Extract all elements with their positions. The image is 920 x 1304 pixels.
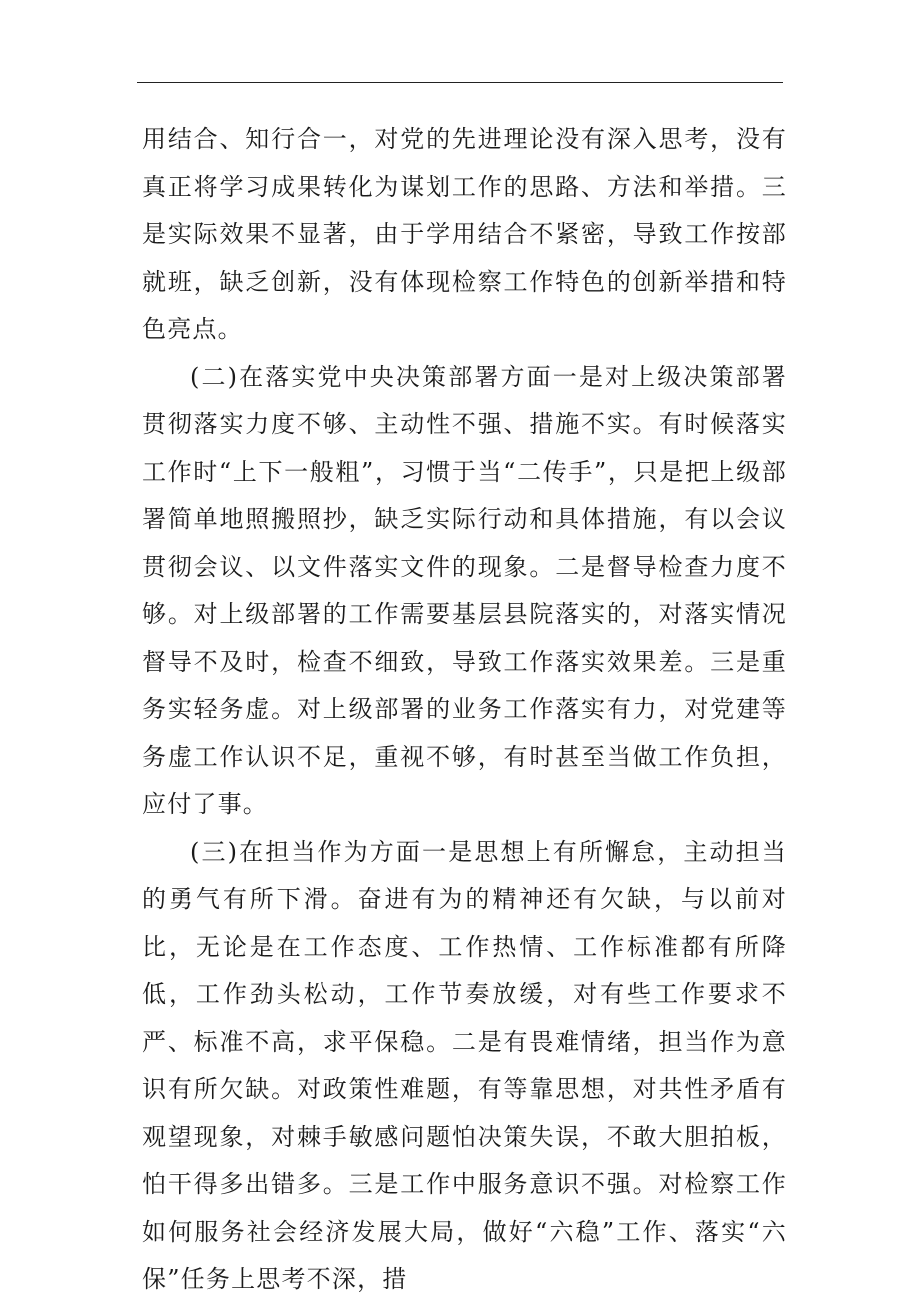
paragraph-section-three: (三)在担当作为方面一是思想上有所懈怠，主动担当的勇气有所下滑。奋进有为的精神还有欠缺，与以前对比，无论是在工作态度、工作热情、工作标准都有所降低，工作劲头松动，工作节奏放缓，对有些工作要求不严、标准不高，求平保稳。二是有畏难情绪，担当作为意识有所欠缺。对政策性难题，有等靠思想，对共性矛盾有观望现象，对棘手敏感问题怕决策失误，不敢大胆拍板，怕干得多出错多。三是工作中服务意识不强。对检察工作如何服务社会经济发展大局，做好“六稳”工作、落实“六保”任务上思考不深，措: [142, 837, 787, 1293]
header-rule: [137, 82, 783, 83]
paragraph-section-two: (二)在落实党中央决策部署方面一是对上级决策部署贯彻落实力度不够、主动性不强、措施不实。有时候落实工作时“上下一般粗”，习惯于当“二传手”，只是把上级部署简单地照搬照抄，缺乏实际行动和具体措施，有以会议贯彻会议、以文件落实文件的现象。二是督导检查力度不够。对上级部署的工作需要基层县院落实的，对落实情况督导不及时，检查不细致，导致工作落实效果差。三是重务实轻务虚。对上级部署的业务工作落实有力，对党建等务虚工作认识不足，重视不够，有时甚至当做工作负担，应付了事。: [142, 362, 787, 818]
document-body: [142, 116, 787, 1304]
paragraph-continuation: 用结合、知行合一，对党的先进理论没有深入思考，没有真正将学习成果转化为谋划工作的思路、方法和举措。三是实际效果不显著，由于学用结合不紧密，导致工作按部就班，缺乏创新，没有体现检察工作特色的创新举措和特色亮点。: [142, 125, 787, 343]
